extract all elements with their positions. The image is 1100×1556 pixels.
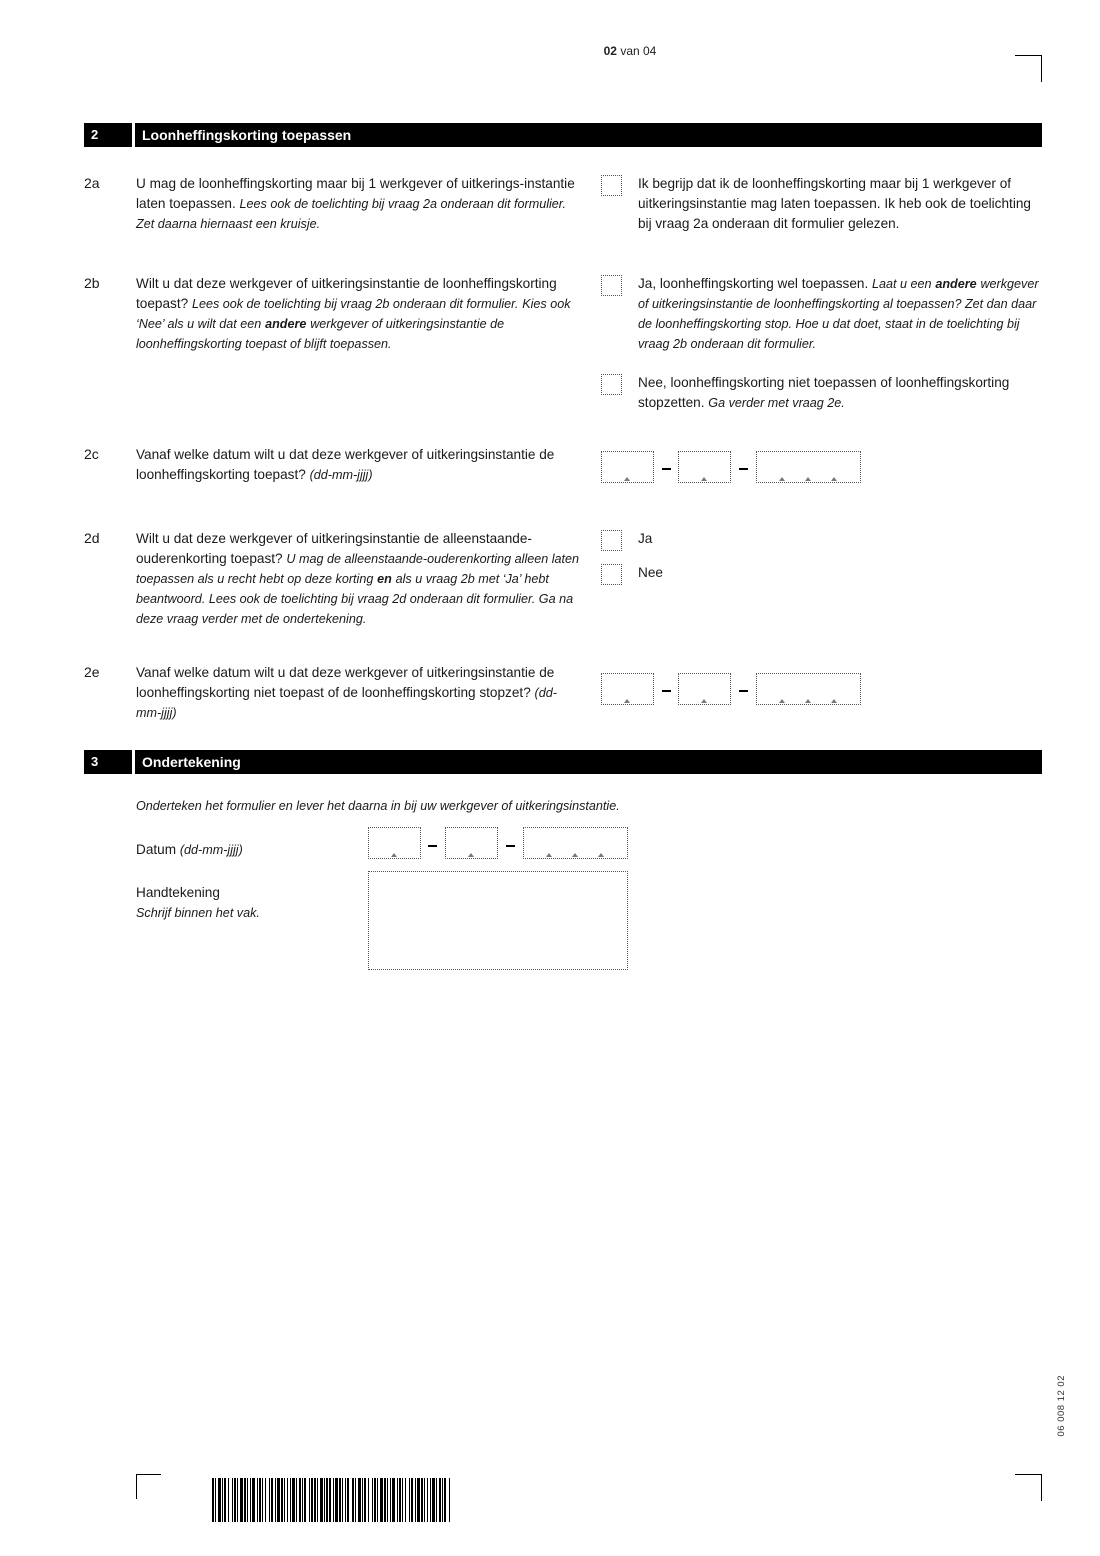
crop-mark-top-right (1015, 55, 1042, 82)
question-2e-main: Vanaf welke datum wilt u dat deze werkgever of uitkeringsinstantie de loonheffingskorting niet toepast of de loonheffingskorting stopzet? (136, 665, 555, 700)
question-2d-hint-b: en (377, 572, 392, 586)
section-2-title: Loonheffingskorting toepassen (142, 127, 352, 143)
option-2b-nee-main: Nee, loonheffingskorting niet toepassen of loonheffingskorting stopzetten. (638, 375, 1010, 410)
date-2e-month-field[interactable] (678, 673, 731, 705)
section-3-header (84, 750, 1042, 774)
date-separator (662, 468, 671, 470)
date-2c-month-field[interactable] (678, 451, 731, 483)
question-2c-text (136, 445, 581, 485)
question-2c-number: 2c (84, 446, 99, 462)
date-separator (662, 690, 671, 692)
signing-date-year-field[interactable] (523, 827, 628, 859)
page-current: 02 (603, 44, 617, 58)
checkbox-2b-ja[interactable] (601, 275, 622, 296)
question-2c-format: (dd-mm-jjjj) (309, 468, 373, 482)
question-2b-main: Wilt u dat deze werkgever of uitkeringsinstantie de loonheffingskorting toepast? (136, 276, 557, 311)
date-2c-day-field[interactable] (601, 451, 654, 483)
date-label-format: (dd-mm-jjjj) (179, 843, 243, 857)
checkbox-2b-nee[interactable] (601, 374, 622, 395)
option-2b-ja-main: Ja, loonheffingskorting wel toepassen. (638, 276, 869, 291)
page-total-label: van 04 (620, 44, 657, 58)
question-2d-number: 2d (84, 530, 100, 546)
date-separator (428, 845, 437, 847)
question-2a-hint: Lees ook de toelichting bij vraag 2a onderaan dit formulier. Zet daarna hiernaast een kruisje. (136, 197, 567, 231)
question-2d-hint-c: als u vraag 2b met ‘Ja’ hebt beantwoord. Lees ook de toelichting bij vraag 2d onderaan dit formulier. Ga na deze vraag verder met de ondertekening. (136, 572, 574, 626)
signature-label-text: Handtekening (136, 885, 220, 900)
option-2b-nee-label (638, 373, 1043, 413)
section-3-number: 3 (91, 754, 99, 769)
question-2b-hint-1: Lees ook de toelichting bij vraag 2b onderaan dit formulier. (191, 297, 519, 311)
barcode (212, 1478, 452, 1522)
question-2d-hint-a: U mag de alleenstaande-ouderenkorting alleen laten toepassen als u recht hebt op deze korting (136, 552, 580, 586)
question-2a-number: 2a (84, 175, 100, 191)
question-2b-hint-2a: Kies ook ‘Nee’ als u wilt dat een (136, 297, 571, 331)
question-2b-text (136, 274, 581, 354)
option-2b-nee-hint: Ga verder met vraag 2e. (708, 396, 845, 410)
crop-mark-bottom-left (136, 1474, 161, 1499)
date-2e-year-field[interactable] (756, 673, 861, 705)
signing-date-month-field[interactable] (445, 827, 498, 859)
question-2d-text (136, 529, 581, 629)
option-2b-ja-hint-b: andere (935, 277, 977, 291)
question-2d-main: Wilt u dat deze werkgever of uitkeringsinstantie de alleenstaande-ouderenkorting toepast? (136, 531, 532, 566)
question-2a-text (136, 174, 581, 234)
signing-instruction (136, 796, 620, 816)
crop-mark-bottom-right (1015, 1474, 1042, 1501)
date-separator (739, 468, 748, 470)
section-2-number: 2 (91, 127, 99, 142)
section-3-title: Ondertekening (142, 754, 241, 770)
signing-instruction-text: Onderteken het formulier en lever het daarna in bij uw werkgever of uitkeringsinstantie. (136, 799, 620, 813)
option-2d-nee-label: Nee (638, 565, 663, 580)
checkbox-2d-nee[interactable] (601, 564, 622, 585)
date-2c-year-field[interactable] (756, 451, 861, 483)
checkbox-2a-understood[interactable] (601, 175, 622, 196)
section-separator (132, 123, 135, 147)
question-2b-hint-2c: werkgever of uitkeringsinstantie de loonheffingskorting toepast of blijft toepassen. (136, 317, 505, 351)
date-2e-day-field[interactable] (601, 673, 654, 705)
checkbox-2d-ja[interactable] (601, 530, 622, 551)
question-2a-main: U mag de loonheffingskorting maar bij 1 werkgever of uitkerings-instantie laten toepassen. (136, 176, 575, 211)
question-2b-hint-2b: andere (265, 317, 307, 331)
section-separator (132, 750, 135, 774)
option-2d-ja-label: Ja (638, 531, 653, 546)
date-separator (506, 845, 515, 847)
section-2-header (84, 123, 1042, 147)
date-label-text: Datum (136, 842, 177, 857)
question-2e-format: (dd-mm-jjjj) (136, 686, 557, 720)
question-2b-number: 2b (84, 275, 100, 291)
date-separator (739, 690, 748, 692)
page-number (0, 44, 1100, 58)
signature-label (136, 883, 260, 923)
option-2a-understood-label: Ik begrijp dat ik de loonheffingskorting maar bij 1 werkgever of uitkeringsinstantie mag laten toepassen. Ik heb ook de toelichting bij vraag 2a onderaan dit formulier gelezen. (638, 176, 1031, 231)
signing-date-day-field[interactable] (368, 827, 421, 859)
date-label (136, 840, 243, 860)
question-2c-main: Vanaf welke datum wilt u dat deze werkgever of uitkeringsinstantie de loonheffingskorting toepast? (136, 447, 555, 482)
question-2e-text (136, 663, 581, 723)
question-2e-number: 2e (84, 664, 100, 680)
option-2b-ja-hint-a: Laat u een (872, 277, 932, 291)
option-2b-ja-hint-c: werkgever of uitkeringsinstantie de loonheffingskorting al toepassen? Zet dan daar de loonheffingskorting stop. Hoe u dat doet, staat in de toelichting bij vraag 2b onderaan dit formulier. (638, 277, 1039, 351)
form-code: 06 008 12 02 (1056, 1375, 1067, 1437)
signature-hint: Schrijf binnen het vak. (136, 906, 260, 920)
signature-field[interactable] (368, 871, 628, 970)
option-2b-ja-label (638, 274, 1043, 354)
